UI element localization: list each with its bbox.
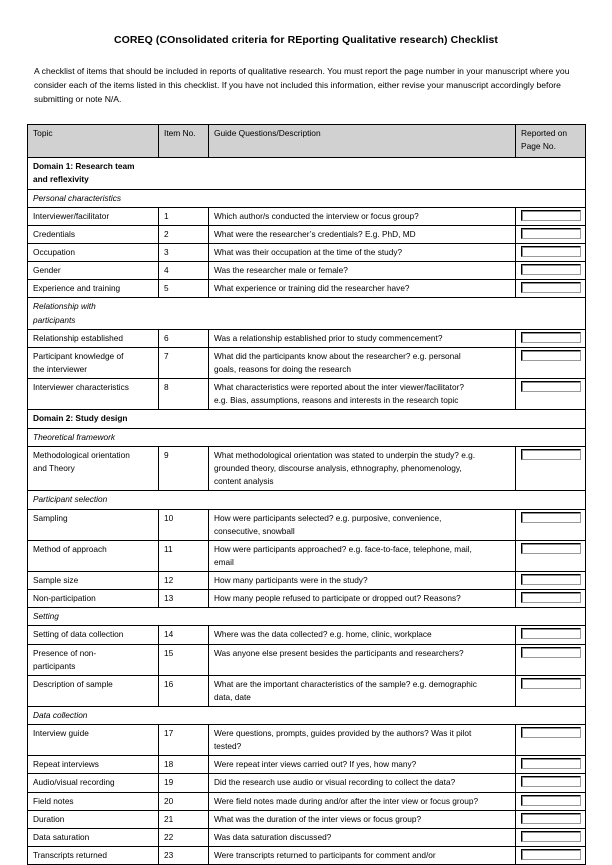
checklist-guide-question	[209, 725, 516, 756]
page-number-input[interactable]	[521, 678, 581, 689]
table-row	[28, 572, 586, 590]
guide-question-line: tested?	[214, 741, 242, 752]
topic-line: Data saturation	[33, 831, 90, 842]
checklist-item-number: 7	[159, 348, 209, 379]
table-row	[28, 846, 586, 864]
reported-page-cell[interactable]	[516, 540, 586, 571]
guide-question-line: content analysis	[214, 476, 274, 487]
reported-page-cell[interactable]	[516, 725, 586, 756]
checklist-guide-question	[209, 329, 516, 347]
checklist-item-number: 9	[159, 447, 209, 491]
checklist-item-number: 15	[159, 644, 209, 675]
topic-line: Method of approach	[33, 543, 107, 554]
guide-question-line: consecutive, snowball	[214, 525, 295, 536]
guide-question-line: What are the important characteristics of the sample? e.g. demographic	[214, 678, 477, 689]
column-header-topic: Topic	[28, 124, 159, 157]
checklist-item-topic	[28, 226, 159, 244]
table-header-row	[28, 124, 586, 157]
topic-line: Credentials	[33, 229, 75, 239]
guide-question-line: grounded theory, discourse analysis, ethnography, phenomenology,	[214, 463, 462, 474]
guide-question-line: Did the research use audio or visual recording to collect the data?	[214, 777, 456, 788]
guide-question-line: email	[214, 556, 234, 567]
section-heading-row	[28, 428, 586, 446]
guide-question-line: Which author/s conducted the interview or focus group?	[214, 210, 419, 221]
guide-question-line: What methodological orientation was stated to underpin the study? e.g.	[214, 450, 476, 461]
reported-page-cell[interactable]	[516, 348, 586, 379]
reported-page-cell[interactable]	[516, 756, 586, 774]
heading-line: Data collection	[33, 709, 88, 720]
table-row	[28, 792, 586, 810]
intro-paragraph: A checklist of items that should be included in reports of qualitative research. You must report the page number in your manuscript where you consider each of the items listed in this checklist. If you have not included this information, either revise your manuscript accordingly before submitting or note N/A.	[34, 66, 570, 104]
table-row	[28, 756, 586, 774]
topic-line: Duration	[33, 813, 65, 824]
column-header-guide-questions: Guide Questions/Description	[209, 124, 516, 157]
guide-question-line: data, date	[214, 691, 251, 702]
guide-question-line: What did the participants know about the researcher? e.g. personal	[214, 351, 461, 361]
reported-page-cell[interactable]	[516, 828, 586, 846]
topic-line: the interviewer	[33, 364, 87, 375]
page-title: COREQ (COnsolidated criteria for REporting Qualitative research) Checklist	[113, 34, 498, 46]
checklist-item-topic	[28, 329, 159, 347]
guide-question-line: Were repeat inter views carried out? If yes, how many?	[214, 759, 417, 770]
checklist-guide-question	[209, 846, 516, 864]
topic-line: Interviewer characteristics	[33, 382, 129, 393]
checklist-guide-question	[209, 540, 516, 571]
checklist-guide-question	[209, 774, 516, 792]
checklist-item-topic	[28, 244, 159, 262]
reported-page-cell[interactable]	[516, 572, 586, 590]
checklist-guide-question	[209, 675, 516, 706]
column-header-reported-on-page	[516, 124, 586, 157]
table-row	[28, 262, 586, 280]
checklist-item-number: 20	[159, 792, 209, 810]
checklist-guide-question	[209, 447, 516, 491]
guide-question-line: e.g. Bias, assumptions, reasons and interests in the research topic	[214, 395, 459, 406]
table-row	[28, 329, 586, 347]
guide-question-line: What was their occupation at the time of the study?	[214, 247, 403, 258]
page-number-input[interactable]	[521, 210, 581, 221]
topic-line: Description of sample	[33, 678, 113, 689]
checklist-item-topic	[28, 207, 159, 225]
checklist-item-number: 11	[159, 540, 209, 571]
table-row	[28, 540, 586, 571]
checklist-guide-question	[209, 792, 516, 810]
checklist-item-topic	[28, 626, 159, 644]
page-number-input[interactable]	[521, 543, 581, 554]
topic-line: Occupation	[33, 247, 75, 258]
guide-question-line: How many participants were in the study?	[214, 575, 368, 585]
column-header-reported-line1: Reported on	[521, 127, 568, 138]
topic-line: Interviewer/facilitator	[33, 210, 110, 221]
page-number-input[interactable]	[521, 332, 581, 343]
heading-line: Setting	[33, 611, 59, 622]
domain-heading-label	[28, 410, 586, 428]
checklist-guide-question	[209, 572, 516, 590]
table-row	[28, 447, 586, 491]
guide-question-line: How were participants approached? e.g. face-to-face, telephone, mail,	[214, 543, 472, 554]
guide-question-line: Were field notes made during and/or after the inter view or focus group?	[214, 795, 479, 806]
guide-question-line: Where was the data collected? e.g. home, clinic, workplace	[214, 629, 432, 640]
page-number-input[interactable]	[521, 512, 581, 523]
checklist-guide-question	[209, 810, 516, 828]
reported-page-cell[interactable]	[516, 207, 586, 225]
table-row	[28, 348, 586, 379]
checklist-guide-question	[209, 828, 516, 846]
topic-line: Gender	[33, 265, 61, 276]
table-row	[28, 810, 586, 828]
checklist-item-topic	[28, 509, 159, 540]
checklist-item-topic	[28, 348, 159, 379]
guide-question-line: What characteristics were reported about the inter viewer/facilitator?	[214, 382, 464, 393]
topic-line: Repeat interviews	[33, 759, 99, 770]
topic-line: Setting of data collection	[33, 629, 124, 640]
checklist-item-topic	[28, 540, 159, 571]
page-number-input[interactable]	[521, 592, 581, 603]
checklist-item-topic	[28, 675, 159, 706]
checklist-guide-question	[209, 509, 516, 540]
checklist-item-topic	[28, 379, 159, 410]
checklist-item-number: 13	[159, 590, 209, 608]
page-number-input[interactable]	[521, 246, 581, 257]
topic-line: and Theory	[33, 463, 75, 474]
guide-question-line: What experience or training did the researcher have?	[214, 283, 410, 294]
topic-line: Interview guide	[33, 728, 89, 739]
page-number-input[interactable]	[521, 574, 581, 585]
section-heading-row	[28, 608, 586, 626]
column-header-reported-line2: Page No.	[521, 141, 556, 152]
guide-question-line: goals, reasons for doing the research	[214, 364, 351, 375]
reported-page-cell[interactable]	[516, 810, 586, 828]
checklist-item-topic	[28, 644, 159, 675]
page-number-input[interactable]	[521, 776, 581, 787]
table-header	[28, 124, 586, 157]
heading-line: Personal characteristics	[33, 192, 122, 203]
topic-line: Sample size	[33, 575, 79, 585]
checklist-item-topic	[28, 828, 159, 846]
guide-question-line: What was the duration of the inter views or focus group?	[214, 813, 422, 824]
reported-page-cell[interactable]	[516, 675, 586, 706]
checklist-item-number: 21	[159, 810, 209, 828]
section-heading-label	[28, 608, 586, 626]
page-number-input[interactable]	[521, 831, 581, 842]
topic-line: Relationship established	[33, 332, 123, 343]
guide-question-line: What were the researcher’s credentials? E.g. PhD, MD	[214, 229, 416, 239]
topic-line: Experience and training	[33, 283, 121, 294]
reported-page-cell[interactable]	[516, 262, 586, 280]
table-row	[28, 379, 586, 410]
heading-line: and reflexivity	[33, 174, 89, 185]
guide-question-line: Was anyone else present besides the participants and researchers?	[214, 647, 464, 658]
topic-line: Participant knowledge of	[33, 351, 124, 361]
topic-line: Sampling	[33, 512, 68, 523]
table-row	[28, 207, 586, 225]
checklist-item-number: 10	[159, 509, 209, 540]
reported-page-cell[interactable]	[516, 846, 586, 864]
heading-line: Participant selection	[33, 494, 108, 505]
table-row	[28, 626, 586, 644]
checklist-item-number: 5	[159, 280, 209, 298]
checklist-guide-question	[209, 379, 516, 410]
section-heading-row	[28, 298, 586, 330]
heading-line: Relationship with	[33, 301, 96, 312]
checklist-guide-question	[209, 348, 516, 379]
page-number-input[interactable]	[521, 264, 581, 275]
table-row	[28, 590, 586, 608]
guide-question-line: How were participants selected? e.g. purposive, convenience,	[214, 512, 442, 523]
checklist-guide-question	[209, 590, 516, 608]
reported-page-cell[interactable]	[516, 509, 586, 540]
checklist-guide-question	[209, 644, 516, 675]
checklist-item-topic	[28, 725, 159, 756]
checklist-item-number: 14	[159, 626, 209, 644]
topic-line: Methodological orientation	[33, 450, 130, 461]
checklist-guide-question	[209, 756, 516, 774]
page-number-input[interactable]	[521, 282, 581, 293]
checklist-item-topic	[28, 590, 159, 608]
table-row	[28, 509, 586, 540]
table-row	[28, 725, 586, 756]
reported-page-cell[interactable]	[516, 226, 586, 244]
section-heading-label	[28, 491, 586, 509]
checklist-item-number: 2	[159, 226, 209, 244]
reported-page-cell[interactable]	[516, 244, 586, 262]
checklist-item-topic	[28, 280, 159, 298]
page-number-input[interactable]	[521, 449, 581, 460]
section-heading-label	[28, 298, 586, 330]
topic-line: Presence of non-	[33, 647, 97, 658]
reported-page-cell[interactable]	[516, 447, 586, 491]
checklist-item-topic	[28, 846, 159, 864]
reported-page-cell[interactable]	[516, 379, 586, 410]
guide-question-line: How many people refused to participate or dropped out? Reasons?	[214, 593, 461, 604]
page-number-input[interactable]	[521, 758, 581, 769]
section-heading-row	[28, 189, 586, 207]
table-row	[28, 774, 586, 792]
guide-question-line: Was a relationship established prior to study commencement?	[214, 332, 443, 343]
table-row	[28, 280, 586, 298]
table-body	[28, 157, 586, 864]
checklist-item-number: 19	[159, 774, 209, 792]
heading-line: Domain 2: Study design	[33, 413, 128, 424]
guide-question-line: Was data saturation discussed?	[214, 831, 332, 842]
topic-line: participants	[33, 660, 76, 671]
section-heading-row	[28, 491, 586, 509]
section-heading-row	[28, 706, 586, 724]
guide-question-line: Were questions, prompts, guides provided by the authors? Was it pilot	[214, 728, 472, 739]
checklist-item-number: 23	[159, 846, 209, 864]
checklist-item-number: 22	[159, 828, 209, 846]
table-row	[28, 244, 586, 262]
coreq-checklist-table	[27, 124, 586, 865]
checklist-item-topic	[28, 447, 159, 491]
topic-line: Non-participation	[33, 593, 96, 604]
checklist-guide-question	[209, 207, 516, 225]
topic-line: Transcripts returned	[33, 849, 107, 860]
page-number-input[interactable]	[521, 727, 581, 738]
page-number-input[interactable]	[521, 813, 581, 824]
section-heading-label	[28, 428, 586, 446]
reported-page-cell[interactable]	[516, 329, 586, 347]
heading-line: Domain 1: Research team	[33, 160, 135, 171]
checklist-item-number: 3	[159, 244, 209, 262]
section-heading-label	[28, 706, 586, 724]
heading-line: participants	[33, 314, 76, 325]
domain-heading-label	[28, 157, 586, 189]
checklist-guide-question	[209, 280, 516, 298]
column-header-item-no: Item No.	[159, 124, 209, 157]
checklist-item-topic	[28, 810, 159, 828]
checklist-guide-question	[209, 626, 516, 644]
guide-question-line: Was the researcher male or female?	[214, 265, 348, 276]
table-row	[28, 644, 586, 675]
domain-heading-row	[28, 410, 586, 428]
table-row	[28, 675, 586, 706]
checklist-item-topic	[28, 262, 159, 280]
domain-heading-row	[28, 157, 586, 189]
reported-page-cell[interactable]	[516, 774, 586, 792]
heading-line: Theoretical framework	[33, 431, 116, 442]
checklist-item-number: 12	[159, 572, 209, 590]
checklist-guide-question	[209, 244, 516, 262]
section-heading-label	[28, 189, 586, 207]
page-number-input[interactable]	[521, 849, 581, 860]
checklist-item-number: 8	[159, 379, 209, 410]
checklist-item-number: 1	[159, 207, 209, 225]
reported-page-cell[interactable]	[516, 280, 586, 298]
checklist-item-number: 6	[159, 329, 209, 347]
checklist-item-topic	[28, 774, 159, 792]
table-row	[28, 828, 586, 846]
page-number-input[interactable]	[521, 228, 581, 239]
checklist-item-topic	[28, 572, 159, 590]
page-number-input[interactable]	[521, 647, 581, 658]
topic-line: Field notes	[33, 795, 74, 806]
topic-line: Audio/visual recording	[33, 777, 115, 788]
checklist-item-number: 17	[159, 725, 209, 756]
checklist-guide-question	[209, 262, 516, 280]
page-number-input[interactable]	[521, 628, 581, 639]
checklist-guide-question	[209, 226, 516, 244]
checklist-item-topic	[28, 756, 159, 774]
reported-page-cell[interactable]	[516, 590, 586, 608]
table-row	[28, 226, 586, 244]
checklist-item-topic	[28, 792, 159, 810]
checklist-item-number: 18	[159, 756, 209, 774]
page-number-input[interactable]	[521, 350, 581, 361]
guide-question-line: Were transcripts returned to participants for comment and/or	[214, 849, 436, 860]
page-number-input[interactable]	[521, 795, 581, 806]
reported-page-cell[interactable]	[516, 626, 586, 644]
reported-page-cell[interactable]	[516, 644, 586, 675]
reported-page-cell[interactable]	[516, 792, 586, 810]
checklist-item-number: 16	[159, 675, 209, 706]
checklist-item-number: 4	[159, 262, 209, 280]
page-number-input[interactable]	[521, 381, 581, 392]
